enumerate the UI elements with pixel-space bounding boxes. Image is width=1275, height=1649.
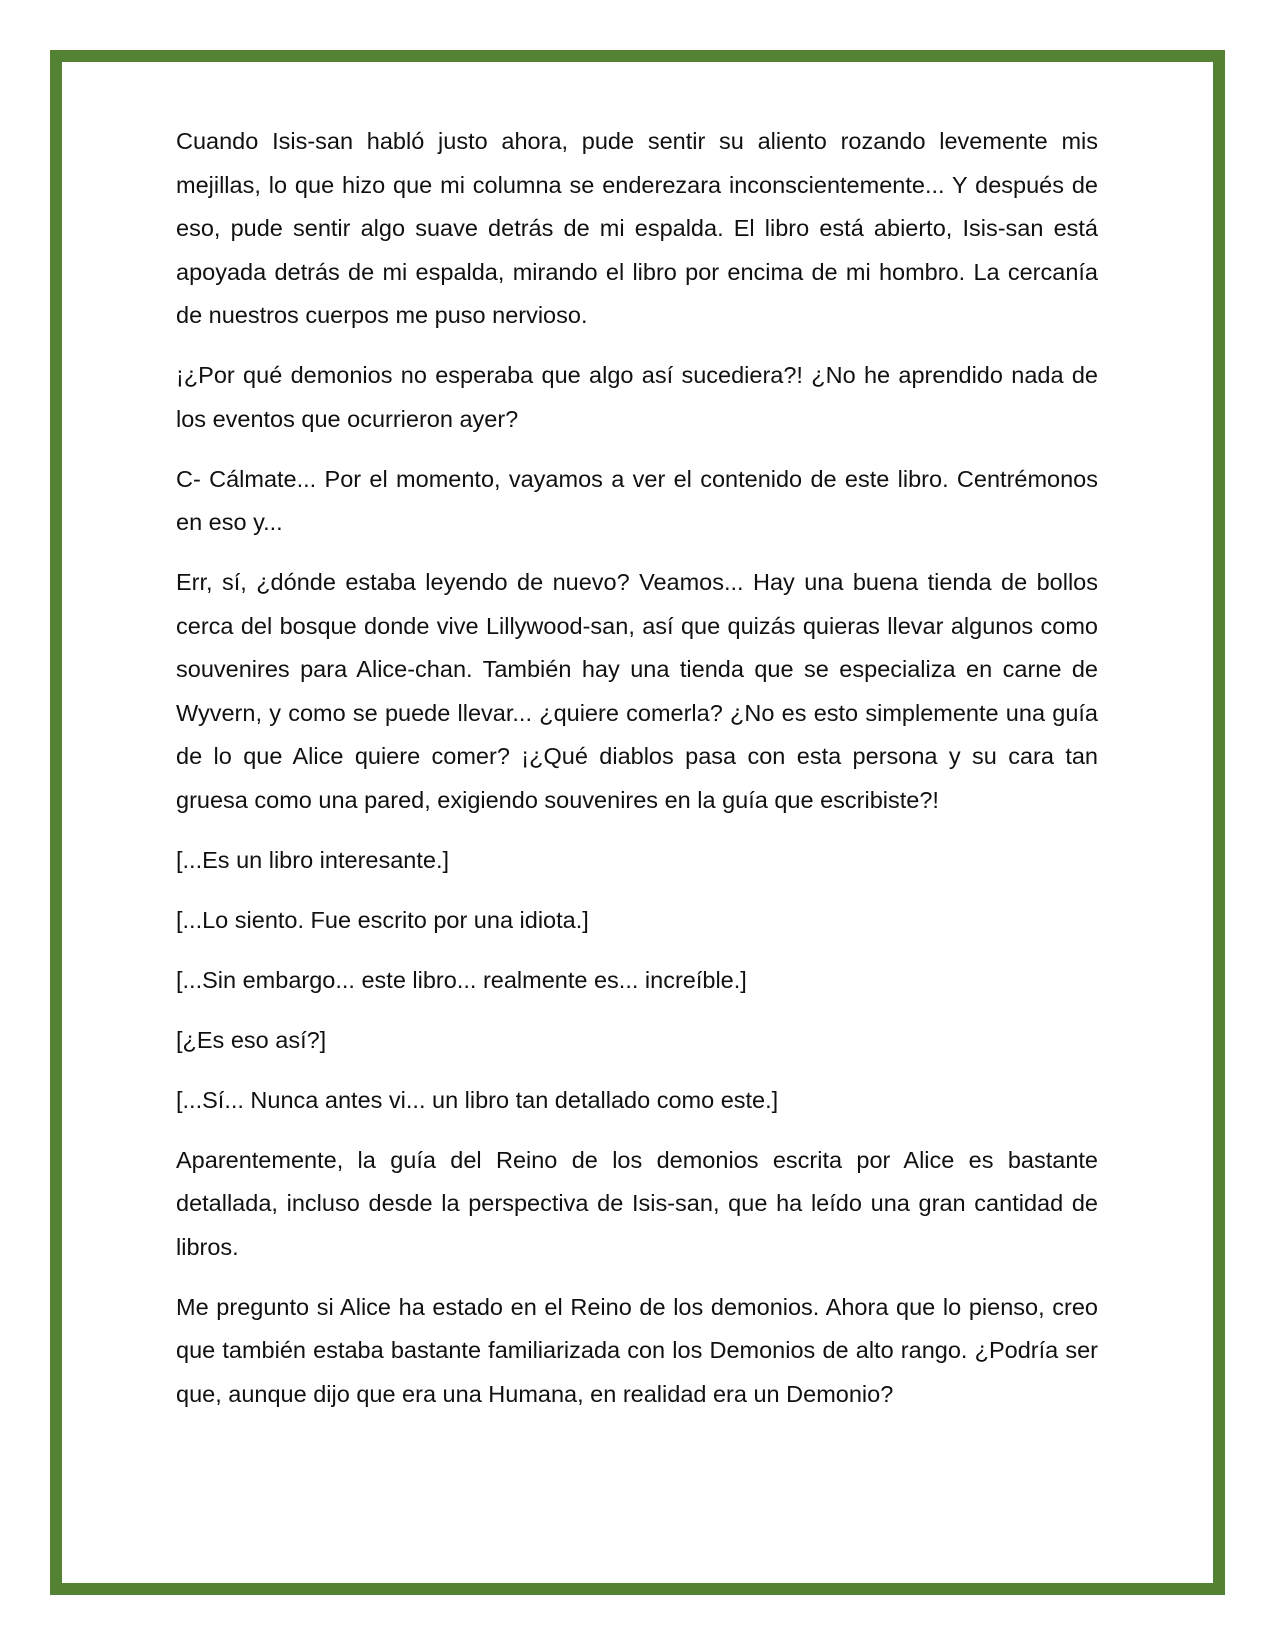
text-column <box>176 120 1098 1433</box>
paragraph-3: C- Cálmate... Por el momento, vayamos a ver el contenido de este libro. Centrémonos en eso y... <box>176 465 1098 535</box>
page-frame <box>50 50 1225 1595</box>
paragraph-1: Cuando Isis-san habló justo ahora, pude sentir su aliento rozando levemente mis mejillas, lo que hizo que mi columna se enderezara inconscientemente... Y después de eso, pude sentir algo suave detrás de mi espalda. El libro está abierto, Isis-san está apoyada detrás de mi espalda, mirando el libro por encima de mi hombro. La cercanía de nuestros cuerpos me puso nervioso. <box>176 128 1098 328</box>
dialogue-line-3: [...Sin embargo... este libro... realmente es... increíble.] <box>176 966 747 993</box>
dialogue-line-2: [...Lo siento. Fue escrito por una idiota.] <box>176 906 589 933</box>
dialogue-line-1: [...Es un libro interesante.] <box>176 846 450 873</box>
dialogue-line-5: [...Sí... Nunca antes vi... un libro tan detallado como este.] <box>176 1086 779 1113</box>
paragraph-5: Aparentemente, la guía del Reino de los demonios escrita por Alice es bastante detallada, incluso desde la perspectiva de Isis-san, que ha leído una gran cantidad de libros. <box>176 1146 1098 1260</box>
paragraph-4: Err, sí, ¿dónde estaba leyendo de nuevo? Veamos... Hay una buena tienda de bollos cerca del bosque donde vive Lillywood-san, así que quizás quieras llevar algunos como souvenires para Alice-chan. También hay una tienda que se especializa en carne de Wyvern, y como se puede llevar... ¿quiere comerla? ¿No es esto simplemente una guía de lo que Alice quiere comer? ¡¿Qué diablos pasa con esta persona y su cara tan gruesa como una pared, exigiendo souvenires en la guía que escribiste?! <box>176 569 1098 813</box>
paragraph-2: ¡¿Por qué demonios no esperaba que algo así sucediera?! ¿No he aprendido nada de los eventos que ocurrieron ayer? <box>176 362 1098 432</box>
dialogue-line-4: [¿Es eso así?] <box>176 1026 327 1053</box>
paragraph-6: Me pregunto si Alice ha estado en el Reino de los demonios. Ahora que lo pienso, creo que también estaba bastante familiarizada con los Demonios de alto rango. ¿Podría ser que, aunque dijo que era una Humana, en realidad era un Demonio? <box>176 1293 1098 1407</box>
